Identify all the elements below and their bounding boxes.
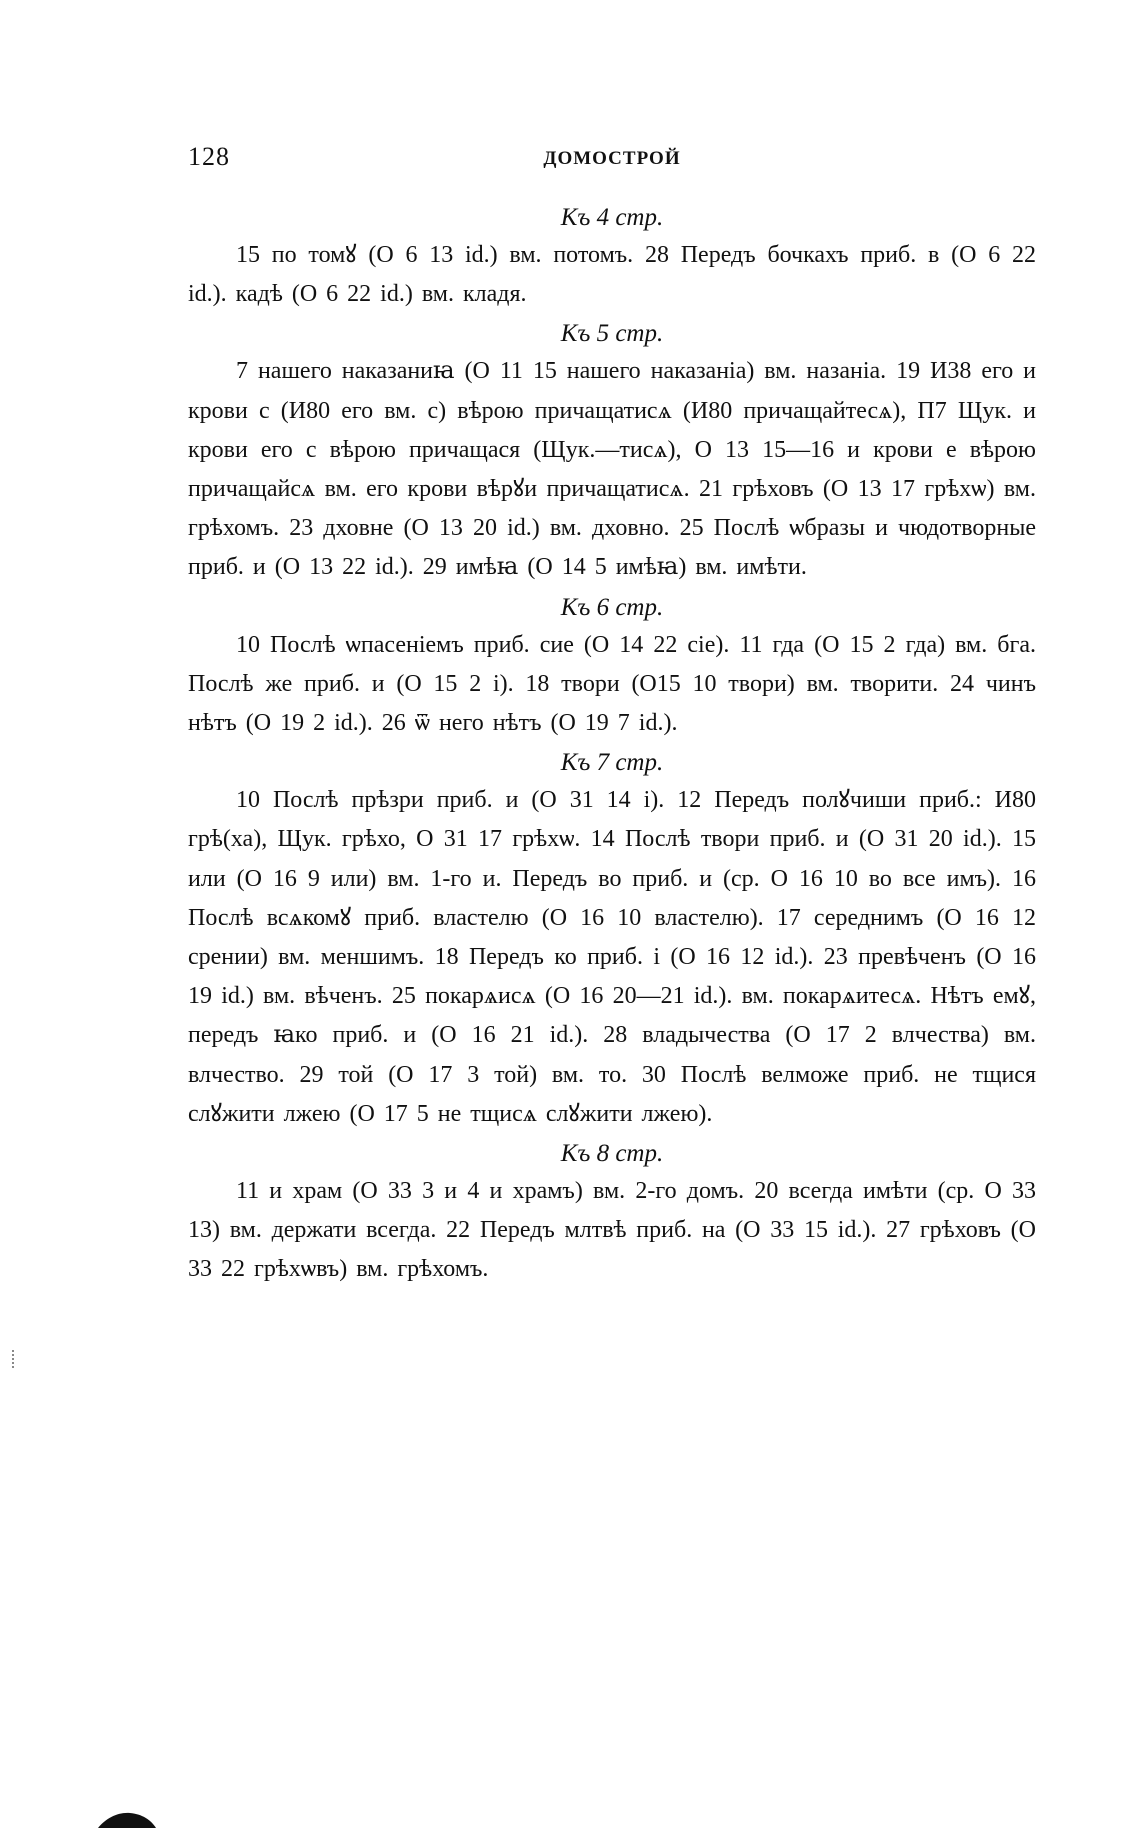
section-heading: Къ 7 стр. xyxy=(560,749,664,777)
section-text: 11 и храм (О 33 3 и 4 и храмъ) вм. 2-го домъ. 20 всегда имѣти (ср. О 33 13) вм. держати всегда. 22 Передъ млтвѣ приб. на (О 33 15 id.). 27 грѣховъ (О 33 22 грѣхѡвъ) вм. грѣхомъ. xyxy=(188,1178,1036,1283)
section-text: 10 Послѣ прѣзри приб. и (О 31 14 і). 12 Передъ полꙋчиши приб.: И80 грѣ(ха), Щук. грѣхо, О 31 17 грѣхѡ. 14 Послѣ твори приб. и (О 31 20 id.). 15 или (О 16 9 или) вм. 1-го и. Передъ во приб. и (ср. О 16 10 во все имъ). 16 Послѣ всѧкомꙋ приб. властелю (О 16 10 властелю). 17 середнимъ (О 16 12 срении) вм. меншимъ. 18 Передъ ко приб. і (О 16 12 id.). 23 превѣченъ (О 16 19 id.) вм. вѣченъ. 25 покарѧисѧ (О 16 20—21 id.). вм. покарѧитесѧ. Нѣтъ емꙋ, передъ ꙗко приб. и (О 16 21 id.). 28 владычества (О 17 2 влчества) вм. влчество. 29 той (О 17 3 той) вм. то. 30 Послѣ велможе приб. не тщися слꙋжити лжею (О 17 5 не тщисѧ слꙋжити лжею). xyxy=(188,787,1036,1127)
margin-mark xyxy=(12,1350,17,1368)
section-page-5 xyxy=(188,316,1036,587)
section-page-6 xyxy=(188,590,1036,744)
section-heading: Къ 6 стр. xyxy=(560,593,664,621)
section-heading: Къ 8 стр. xyxy=(560,1140,664,1168)
section-text: 15 по томꙋ (О 6 13 id.) вм. потомъ. 28 Передъ бочкахъ приб. в (О 6 22 id.). кадѣ (О 6 22 id.) вм. кладя. xyxy=(188,242,1036,308)
ink-blot xyxy=(96,1808,158,1830)
section-page-4 xyxy=(188,200,1036,314)
section-page-8 xyxy=(188,1136,1036,1290)
section-text: 7 нашего наказаниꙗ (О 11 15 нашего наказаніа) вм. назаніа. 19 И38 его и крови с (И80 его вм. с) вѣрою причащатисѧ (И80 причащайтесѧ), П7 Щук. и крови его с вѣрою причащася (Щук.—тисѧ), О 13 15—16 и крови е вѣрою причащайсѧ вм. его крови вѣрꙋи причащатисѧ. 21 грѣховъ (О 13 17 грѣхѡ) вм. грѣхомъ. 23 дховне (О 13 20 id.) вм. дховно. 25 Послѣ ѡбразы и чюдотворные приб. и (О 13 22 id.). 29 имѣꙗ (О 14 5 имѣꙗ) вм. имѣти. xyxy=(188,358,1036,581)
section-heading: Къ 5 стр. xyxy=(560,320,664,348)
page-number: 128 xyxy=(188,142,230,171)
page-content xyxy=(188,200,1036,1292)
section-text: 10 Послѣ ѡпасеніемъ приб. сие (О 14 22 сіе). 11 гда (О 15 2 гда) вм. бга. Послѣ же приб. и (О 15 2 і). 18 твори (О15 10 твори) вм. творити. 24 чинъ нѣтъ (О 19 2 id.). 26 ѿ него нѣтъ (О 19 7 id.). xyxy=(188,631,1036,737)
section-heading: Къ 4 стр. xyxy=(560,204,664,231)
section-page-7 xyxy=(188,745,1036,1134)
running-title: ДОМОСТРОЙ xyxy=(543,148,681,169)
page-header xyxy=(188,142,1036,182)
